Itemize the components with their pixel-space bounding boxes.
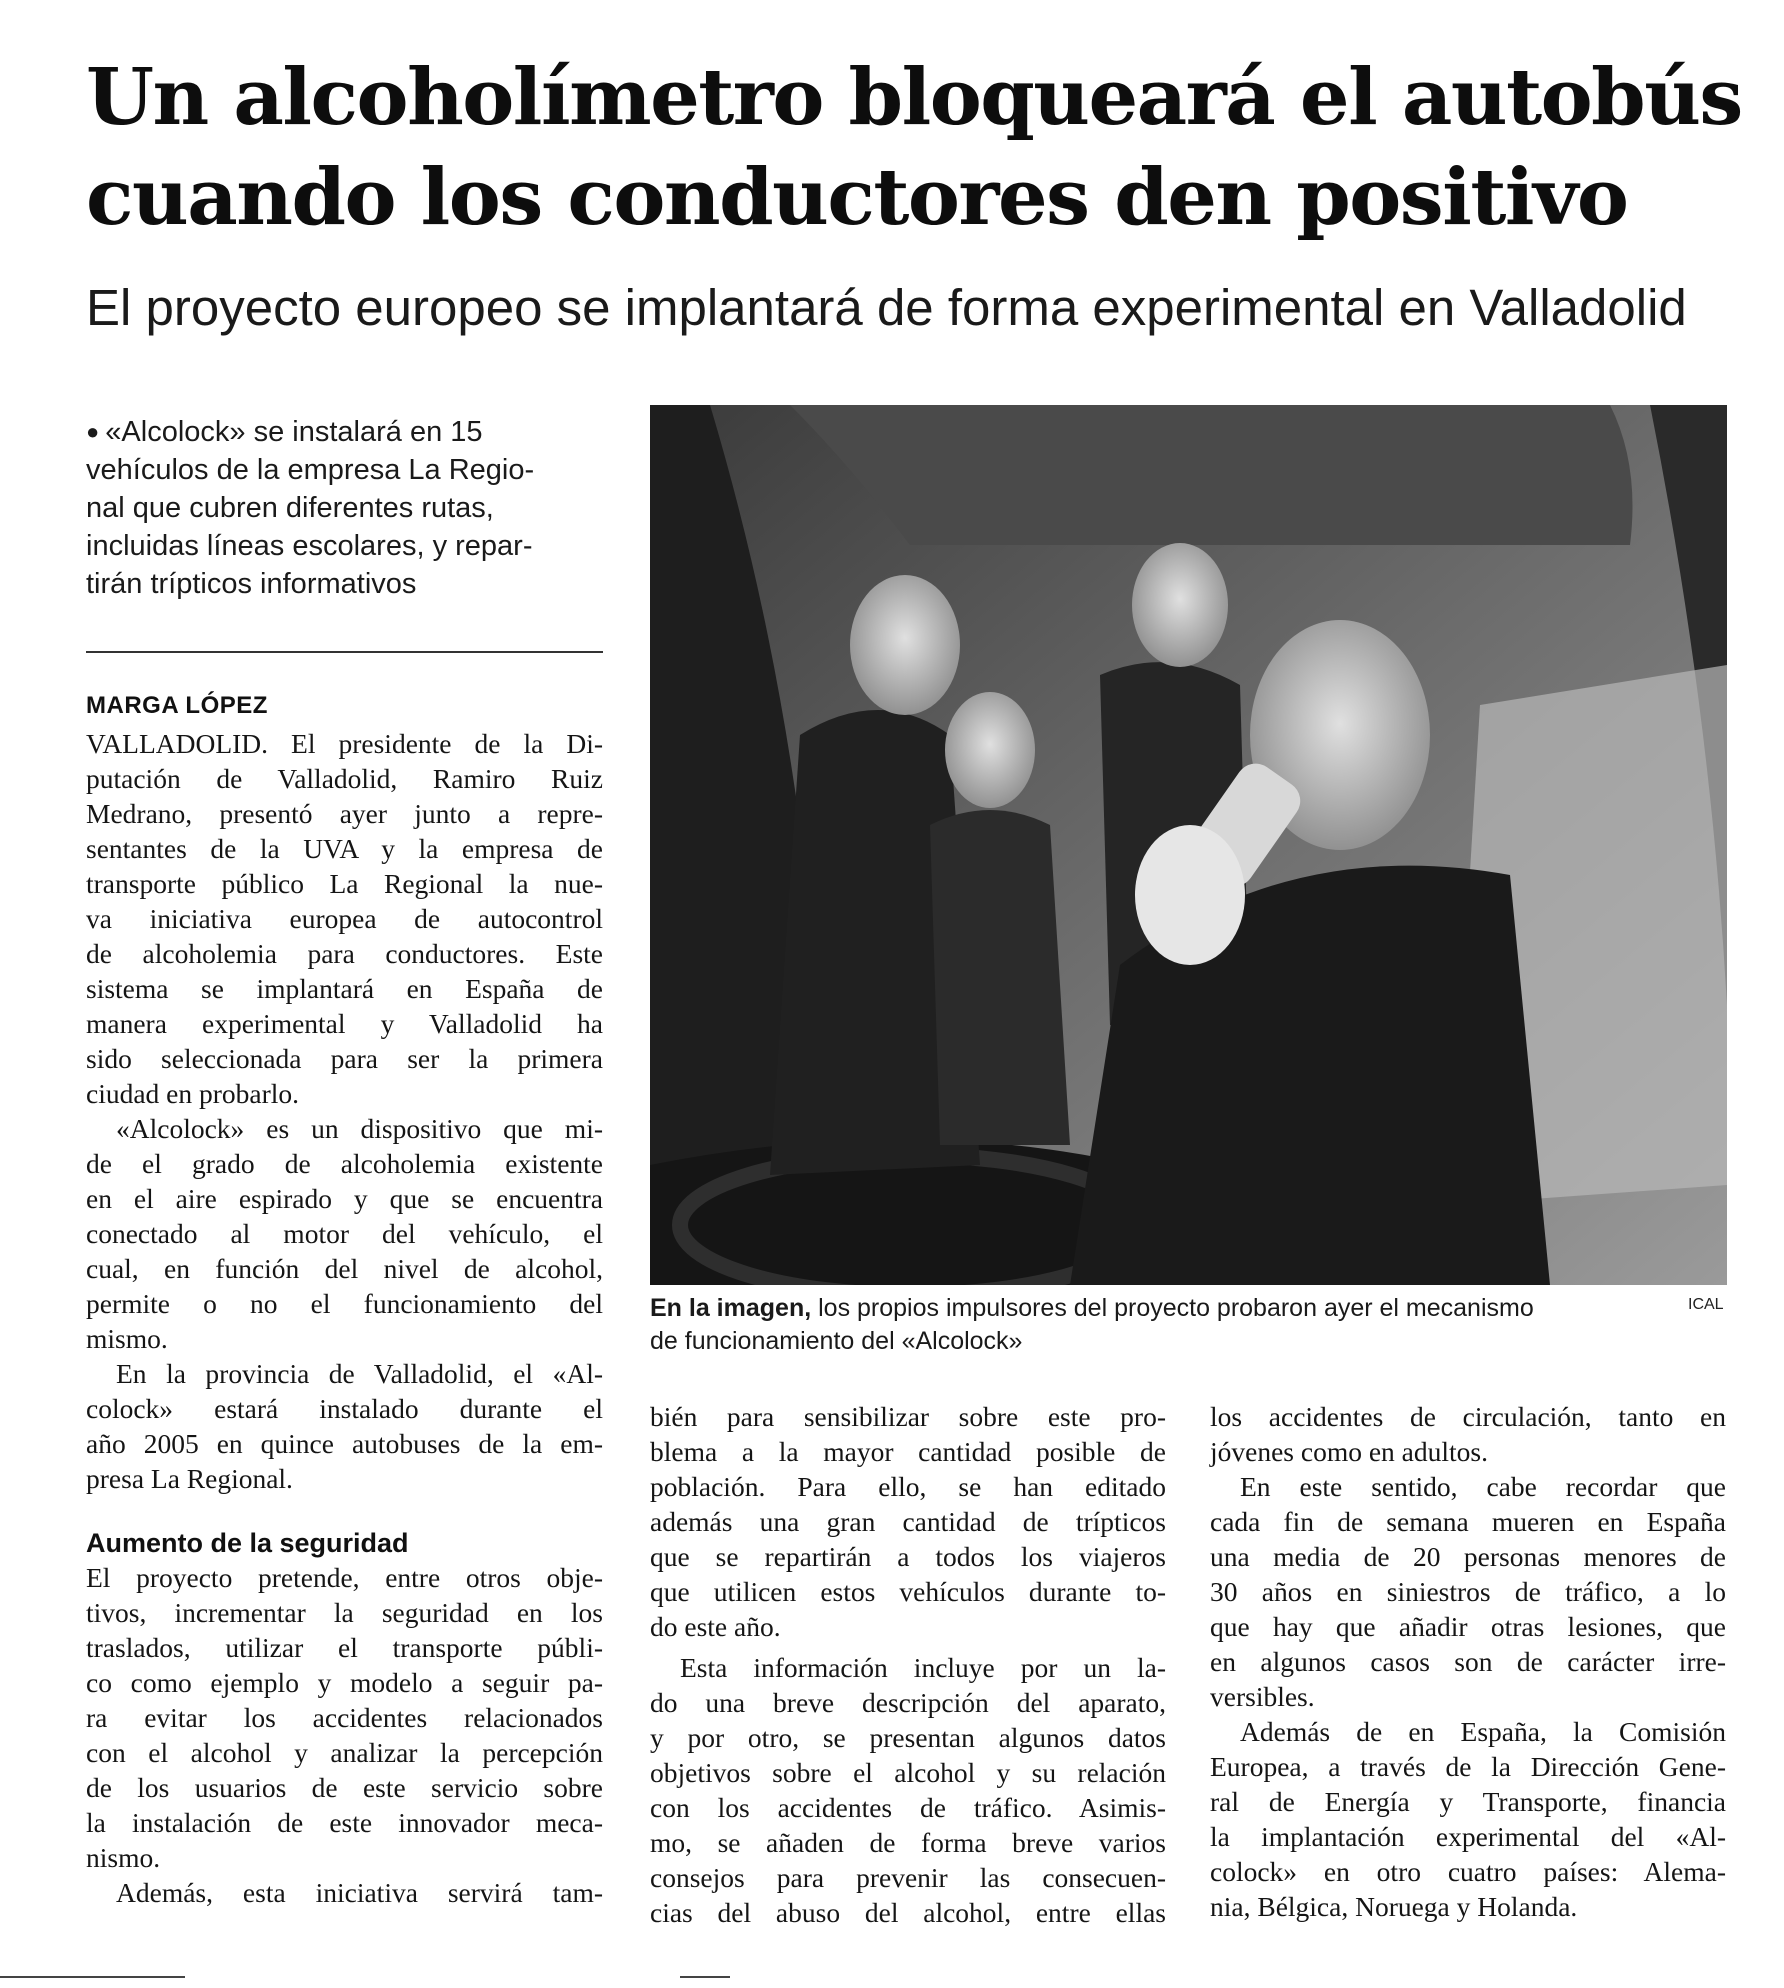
paragraph xyxy=(86,1560,603,1875)
headline-line-2: cuando los conductores den positivo xyxy=(86,152,1628,243)
text-line: sido seleccionada para ser la primera xyxy=(86,1043,603,1074)
text-line: de alcoholemia para conductores. Este xyxy=(86,938,603,969)
text-line: año 2005 en quince autobuses de la em- xyxy=(86,1428,603,1459)
photo-caption xyxy=(650,1292,1650,1358)
text-line: ciudad en probarlo. xyxy=(86,1078,300,1109)
headline xyxy=(86,48,1742,248)
text-line: jóvenes como en adultos. xyxy=(1210,1436,1488,1467)
summary-line: vehículos de la empresa La Regio- xyxy=(86,454,535,486)
summary-line: nal que cubren diferentes rutas, xyxy=(86,492,494,524)
photo-credit: ICAL xyxy=(1688,1296,1724,1313)
text-line: bién para sensibilizar sobre este pro- xyxy=(650,1401,1166,1432)
text-line: blema a la mayor cantidad posible de xyxy=(650,1436,1166,1467)
paragraph xyxy=(1210,1399,1726,1469)
caption-lead: En la imagen, xyxy=(650,1294,812,1322)
paragraph xyxy=(1210,1714,1726,1924)
text-line: de el grado de alcoholemia existente xyxy=(86,1148,603,1179)
summary-line: incluidas líneas escolares, y repar- xyxy=(86,530,533,562)
text-line: do una breve descripción del aparato, xyxy=(650,1687,1166,1718)
text-line: cual, en función del nivel de alcohol, xyxy=(86,1253,603,1284)
headline-line-1: Un alcoholímetro bloqueará el autobús xyxy=(86,52,1742,143)
text-line: presa La Regional. xyxy=(86,1463,293,1494)
text-line: con los accidentes de tráfico. Asimis- xyxy=(650,1792,1166,1823)
summary-divider xyxy=(86,651,603,653)
text-line: Esta información incluye por un la- xyxy=(680,1652,1166,1683)
text-line: Además, esta iniciativa servirá tam- xyxy=(116,1877,603,1908)
text-line: con el alcohol y analizar la percepción xyxy=(86,1737,603,1768)
text-line: manera experimental y Valladolid ha xyxy=(86,1008,603,1039)
article-column-2 xyxy=(650,1399,1166,1930)
text-line: Además de en España, la Comisión xyxy=(1240,1716,1726,1747)
text-line: de los usuarios de este servicio sobre xyxy=(86,1772,603,1803)
text-line: co como ejemplo y modelo a seguir pa- xyxy=(86,1667,603,1698)
text-line: la instalación de este innovador meca- xyxy=(86,1807,603,1838)
text-line: que hay que añadir otras lesiones, que xyxy=(1210,1611,1726,1642)
paragraph xyxy=(650,1399,1166,1644)
text-line: En la provincia de Valladolid, el «Al- xyxy=(116,1358,603,1389)
text-line: transporte público La Regional la nue- xyxy=(86,868,603,899)
summary-block xyxy=(86,413,606,603)
text-line: va iniciativa europea de autocontrol xyxy=(86,903,603,934)
text-line: nismo. xyxy=(86,1842,161,1873)
text-line: conectado al motor del vehículo, el xyxy=(86,1218,603,1249)
text-line: «Alcolock» es un dispositivo que mi- xyxy=(116,1113,603,1144)
text-line: en algunos casos son de carácter irre- xyxy=(1210,1646,1726,1677)
photo-illustration xyxy=(650,405,1727,1285)
article-column-1 xyxy=(86,726,603,1910)
text-line: do este año. xyxy=(650,1611,781,1642)
paragraph xyxy=(86,726,603,1111)
text-line: traslados, utilizar el transporte públi- xyxy=(86,1632,603,1663)
text-line: la implantación experimental del «Al- xyxy=(1210,1821,1726,1852)
text-line: objetivos sobre el alcohol y su relación xyxy=(650,1757,1166,1788)
subheadline: El proyecto europeo se implantará de forma experimental en Valladolid xyxy=(86,279,1687,336)
text-line: permite o no el funcionamiento del xyxy=(86,1288,603,1319)
text-line: cias del abuso del alcohol, entre ellas xyxy=(650,1897,1166,1928)
text-line: mo, se añaden de forma breve varios xyxy=(650,1827,1166,1858)
footer-divider xyxy=(680,1976,730,1978)
text-line: una media de 20 personas menores de xyxy=(1210,1541,1726,1572)
text-line: 30 años en siniestros de tráfico, a lo xyxy=(1210,1576,1726,1607)
text-line: ral de Energía y Transporte, financia xyxy=(1210,1786,1726,1817)
text-line: Europea, a través de la Dirección Gene- xyxy=(1210,1751,1726,1782)
text-line: consejos para prevenir las consecuen- xyxy=(650,1862,1166,1893)
text-line: colock» en otro cuatro países: Alema- xyxy=(1210,1856,1726,1887)
article-column-3 xyxy=(1210,1399,1726,1924)
section-subheading: Aumento de la seguridad xyxy=(86,1528,409,1558)
footer-divider xyxy=(0,1976,185,1978)
text-line: que se repartirán a todos los viajeros xyxy=(650,1541,1166,1572)
text-line: nia, Bélgica, Noruega y Holanda. xyxy=(1210,1891,1578,1922)
text-line: además una gran cantidad de trípticos xyxy=(650,1506,1166,1537)
text-line: los accidentes de circulación, tanto en xyxy=(1210,1401,1726,1432)
text-line: sistema se implantará en España de xyxy=(86,973,603,1004)
text-line: sentantes de la UVA y la empresa de xyxy=(86,833,603,864)
text-line: ra evitar los accidentes relacionados xyxy=(86,1702,603,1733)
text-line: En este sentido, cabe recordar que xyxy=(1240,1471,1726,1502)
text-line: tivos, incrementar la seguridad en los xyxy=(86,1597,603,1628)
byline: MARGA LÓPEZ xyxy=(86,692,268,719)
caption-text: los propios impulsores del proyecto probaron ayer el mecanismo xyxy=(811,1294,1534,1322)
text-line: Medrano, presentó ayer junto a repre- xyxy=(86,798,603,829)
text-line: putación de Valladolid, Ramiro Ruiz xyxy=(86,763,603,794)
text-line: mismo. xyxy=(86,1323,168,1354)
text-line: población. Para ello, se han editado xyxy=(650,1471,1166,1502)
paragraph xyxy=(650,1650,1166,1930)
text-line: en el aire espirado y que se encuentra xyxy=(86,1183,603,1214)
caption-text: de funcionamiento del «Alcolock» xyxy=(650,1327,1023,1355)
text-line: y por otro, se presentan algunos datos xyxy=(650,1722,1166,1753)
text-line: VALLADOLID. El presidente de la Di- xyxy=(86,728,603,759)
text-line: que utilicen estos vehículos durante to- xyxy=(650,1576,1166,1607)
text-line: versibles. xyxy=(1210,1681,1315,1712)
paragraph xyxy=(86,1356,603,1496)
article-photo xyxy=(650,405,1727,1285)
paragraph xyxy=(86,1875,603,1910)
summary-line: tirán trípticos informativos xyxy=(86,568,417,600)
text-line: colock» estará instalado durante el xyxy=(86,1393,603,1424)
text-line: cada fin de semana mueren en España xyxy=(1210,1506,1726,1537)
paragraph xyxy=(86,1111,603,1356)
text-line: El proyecto pretende, entre otros obje- xyxy=(86,1562,603,1593)
summary-line: «Alcolock» se instalará en 15 xyxy=(105,416,483,448)
paragraph xyxy=(1210,1469,1726,1714)
bullet-icon: ● xyxy=(86,419,100,444)
